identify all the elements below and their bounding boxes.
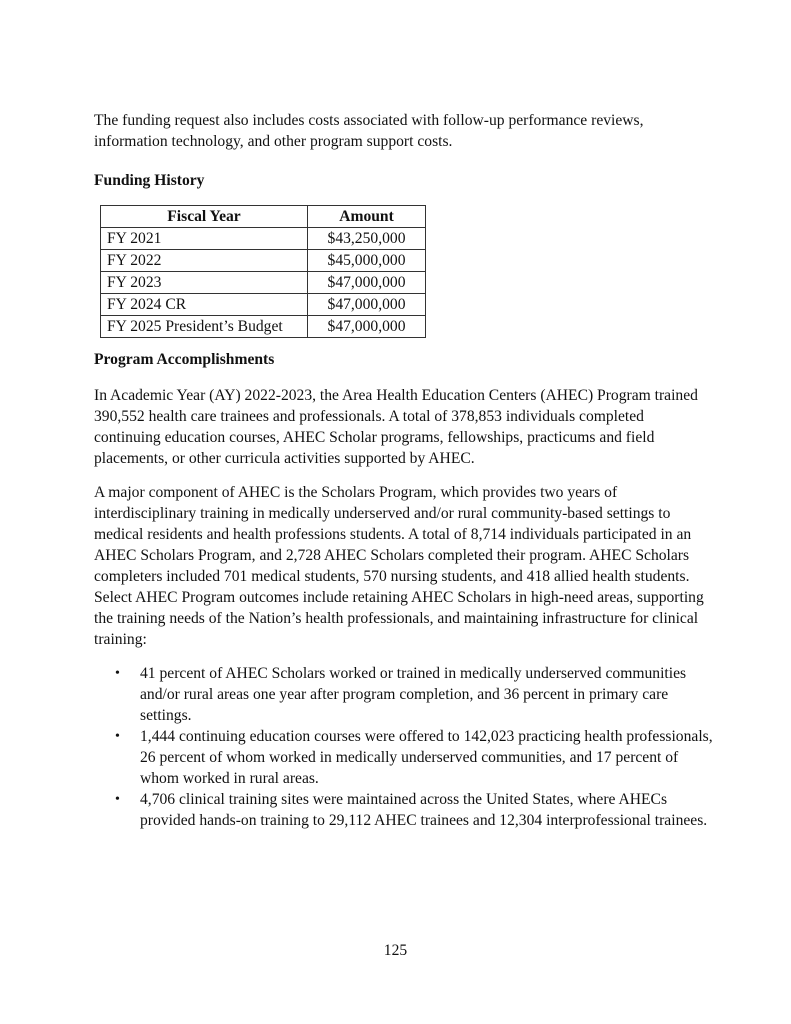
column-header-amount: Amount [308,206,426,228]
page-number: 125 [383,942,408,959]
bullet-icon: • [115,666,120,681]
amount-cell: $45,000,000 [308,250,426,272]
funding-history-heading: Funding History [94,172,205,189]
column-header-fiscal-year: Fiscal Year [101,206,308,228]
scholars-program-paragraph: A major component of AHEC is the Scholars Program, which provides two years of interdisciplinary training in medically underserved and/or rural community-based settings to medical residents and health professions students. A total of 8,714 individuals participated in an AHEC Scholars Program, and 2,728 AHEC Scholars completed their program. AHEC Scholars completers included 701 medical students, 570 nursing students, and 418 allied health students. Select AHEC Program outcomes include retaining AHEC Scholars in high-need areas, supporting the training needs of the Nation’s health professionals, and maintaining infrastructure for clinical training: [94,484,704,648]
list-item [94,663,714,726]
fiscal-year-cell: FY 2025 President’s Budget [101,316,308,338]
list-item-text: 1,444 continuing education courses were offered to 142,023 practicing health professionals, 26 percent of whom worked in medically underserved communities, and 17 percent of whom worked in rural areas. [140,728,713,787]
program-accomplishments-heading: Program Accomplishments [94,351,275,368]
accomplishments-paragraph: In Academic Year (AY) 2022-2023, the Area Health Education Centers (AHEC) Program trained 390,552 health care trainees and professionals. A total of 378,853 individuals completed continuing education courses, AHEC Scholar programs, fellowships, practicums and field placements, or other curricula activities supported by AHEC. [94,387,698,467]
bullet-icon: • [115,792,120,807]
fiscal-year-cell: FY 2023 [101,272,308,294]
fiscal-year-cell: FY 2022 [101,250,308,272]
fiscal-year-cell: FY 2024 CR [101,294,308,316]
list-item [94,789,714,831]
amount-cell: $47,000,000 [308,272,426,294]
amount-cell: $47,000,000 [308,294,426,316]
table-row [101,228,426,250]
table-header-row [101,206,426,228]
table-row [101,250,426,272]
table-row [101,272,426,294]
list-item-text: 4,706 clinical training sites were maintained across the United States, where AHECs provided hands-on training to 29,112 AHEC trainees and 12,304 interprofessional trainees. [140,791,708,829]
amount-cell: $43,250,000 [308,228,426,250]
table-row [101,316,426,338]
table-row [101,294,426,316]
outcomes-list [94,663,714,831]
intro-paragraph: The funding request also includes costs associated with follow-up performance reviews, information technology, and other program support costs. [94,112,644,150]
list-item-text: 41 percent of AHEC Scholars worked or trained in medically underserved communities and/or rural areas one year after program completion, and 36 percent in primary care settings. [140,665,687,724]
document-page [94,110,714,831]
bullet-icon: • [115,729,120,744]
funding-history-table [100,205,426,338]
list-item [94,726,714,789]
amount-cell: $47,000,000 [308,316,426,338]
fiscal-year-cell: FY 2021 [101,228,308,250]
